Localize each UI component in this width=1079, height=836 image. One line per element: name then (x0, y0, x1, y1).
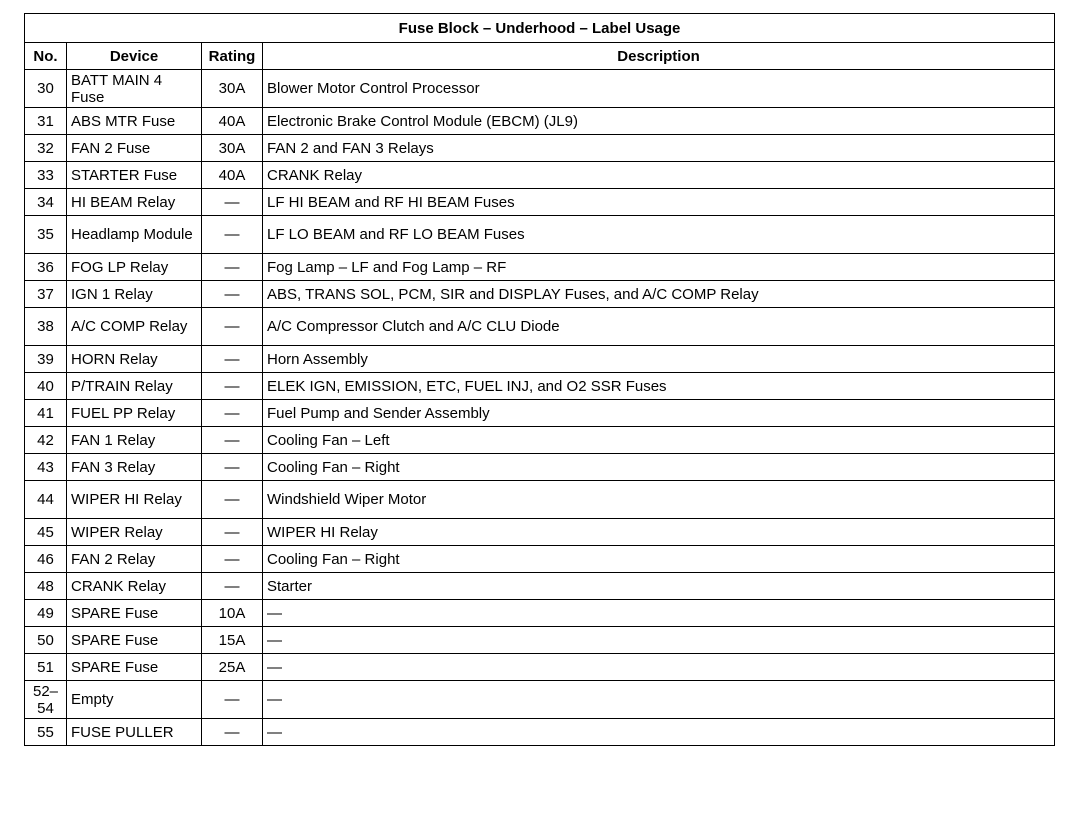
cell-device: FUEL PP Relay (67, 400, 202, 427)
cell-device: SPARE Fuse (67, 627, 202, 654)
cell-device: FAN 3 Relay (67, 454, 202, 481)
cell-rating: — (202, 719, 263, 746)
cell-rating: — (202, 681, 263, 719)
header-no: No. (25, 43, 67, 70)
cell-rating: — (202, 454, 263, 481)
cell-device: IGN 1 Relay (67, 281, 202, 308)
cell-rating: 25A (202, 654, 263, 681)
cell-rating: — (202, 481, 263, 519)
cell-no: 45 (25, 519, 67, 546)
cell-no: 55 (25, 719, 67, 746)
cell-no: 30 (25, 70, 67, 108)
cell-no: 32 (25, 135, 67, 162)
cell-description: FAN 2 and FAN 3 Relays (263, 135, 1055, 162)
cell-description: ELEK IGN, EMISSION, ETC, FUEL INJ, and O2 SSR Fuses (263, 373, 1055, 400)
cell-no: 43 (25, 454, 67, 481)
table-row (25, 546, 1055, 573)
cell-rating: — (202, 427, 263, 454)
cell-device: SPARE Fuse (67, 600, 202, 627)
cell-rating: — (202, 189, 263, 216)
cell-no: 51 (25, 654, 67, 681)
cell-rating: — (202, 308, 263, 346)
cell-no: 49 (25, 600, 67, 627)
cell-device: HORN Relay (67, 346, 202, 373)
table-row (25, 108, 1055, 135)
table-header-row (25, 43, 1055, 70)
cell-rating: — (202, 546, 263, 573)
cell-description: Cooling Fan – Right (263, 546, 1055, 573)
table-row (25, 135, 1055, 162)
cell-description: CRANK Relay (263, 162, 1055, 189)
cell-description: Cooling Fan – Left (263, 427, 1055, 454)
cell-no: 39 (25, 346, 67, 373)
cell-no: 38 (25, 308, 67, 346)
cell-description: Fog Lamp – LF and Fog Lamp – RF (263, 254, 1055, 281)
cell-description: — (263, 681, 1055, 719)
cell-device: SPARE Fuse (67, 654, 202, 681)
header-description: Description (263, 43, 1055, 70)
cell-description: A/C Compressor Clutch and A/C CLU Diode (263, 308, 1055, 346)
cell-no: 37 (25, 281, 67, 308)
cell-no: 40 (25, 373, 67, 400)
table-row (25, 654, 1055, 681)
cell-no: 46 (25, 546, 67, 573)
cell-device: P/TRAIN Relay (67, 373, 202, 400)
document-page (24, 13, 1054, 746)
cell-description: Starter (263, 573, 1055, 600)
table-row (25, 189, 1055, 216)
table-row (25, 481, 1055, 519)
cell-rating: 30A (202, 70, 263, 108)
table-row (25, 427, 1055, 454)
table-row (25, 681, 1055, 719)
cell-rating: 30A (202, 135, 263, 162)
table-title-row (25, 14, 1055, 43)
cell-description: WIPER HI Relay (263, 519, 1055, 546)
cell-rating: — (202, 519, 263, 546)
cell-device: STARTER Fuse (67, 162, 202, 189)
cell-device: FAN 2 Fuse (67, 135, 202, 162)
cell-device: FAN 2 Relay (67, 546, 202, 573)
table-row (25, 308, 1055, 346)
cell-no: 41 (25, 400, 67, 427)
cell-device: FUSE PULLER (67, 719, 202, 746)
cell-rating: — (202, 254, 263, 281)
cell-no: 52–54 (25, 681, 67, 719)
cell-no: 36 (25, 254, 67, 281)
cell-device: CRANK Relay (67, 573, 202, 600)
cell-no: 33 (25, 162, 67, 189)
cell-rating: — (202, 573, 263, 600)
cell-description: Electronic Brake Control Module (EBCM) (JL9) (263, 108, 1055, 135)
table-row (25, 70, 1055, 108)
cell-description: Blower Motor Control Processor (263, 70, 1055, 108)
table-title: Fuse Block – Underhood – Label Usage (25, 14, 1055, 43)
table-row (25, 346, 1055, 373)
cell-description: — (263, 719, 1055, 746)
table-row (25, 162, 1055, 189)
table-row (25, 454, 1055, 481)
cell-description: — (263, 600, 1055, 627)
table-row (25, 600, 1055, 627)
table-row (25, 400, 1055, 427)
cell-device: BATT MAIN 4 Fuse (67, 70, 202, 108)
cell-description: ABS, TRANS SOL, PCM, SIR and DISPLAY Fuses, and A/C COMP Relay (263, 281, 1055, 308)
cell-description: Fuel Pump and Sender Assembly (263, 400, 1055, 427)
cell-description: Horn Assembly (263, 346, 1055, 373)
table-row (25, 519, 1055, 546)
cell-rating: — (202, 373, 263, 400)
cell-rating: 15A (202, 627, 263, 654)
cell-no: 48 (25, 573, 67, 600)
table-row (25, 281, 1055, 308)
cell-rating: — (202, 281, 263, 308)
header-rating: Rating (202, 43, 263, 70)
cell-rating: 10A (202, 600, 263, 627)
cell-no: 42 (25, 427, 67, 454)
cell-device: Empty (67, 681, 202, 719)
cell-description: — (263, 627, 1055, 654)
cell-device: FOG LP Relay (67, 254, 202, 281)
cell-description: Windshield Wiper Motor (263, 481, 1055, 519)
table-row (25, 254, 1055, 281)
cell-description: LF HI BEAM and RF HI BEAM Fuses (263, 189, 1055, 216)
table-row (25, 719, 1055, 746)
table-row (25, 216, 1055, 254)
cell-description: Cooling Fan – Right (263, 454, 1055, 481)
cell-no: 35 (25, 216, 67, 254)
cell-device: WIPER Relay (67, 519, 202, 546)
cell-device: Headlamp Module (67, 216, 202, 254)
cell-device: ABS MTR Fuse (67, 108, 202, 135)
table-row (25, 627, 1055, 654)
fuse-block-table (24, 13, 1055, 746)
cell-description: LF LO BEAM and RF LO BEAM Fuses (263, 216, 1055, 254)
header-device: Device (67, 43, 202, 70)
cell-rating: — (202, 216, 263, 254)
cell-rating: — (202, 400, 263, 427)
cell-description: — (263, 654, 1055, 681)
cell-device: A/C COMP Relay (67, 308, 202, 346)
cell-device: FAN 1 Relay (67, 427, 202, 454)
cell-device: WIPER HI Relay (67, 481, 202, 519)
table-row (25, 573, 1055, 600)
cell-no: 34 (25, 189, 67, 216)
cell-rating: 40A (202, 108, 263, 135)
cell-rating: 40A (202, 162, 263, 189)
cell-rating: — (202, 346, 263, 373)
cell-device: HI BEAM Relay (67, 189, 202, 216)
cell-no: 44 (25, 481, 67, 519)
cell-no: 31 (25, 108, 67, 135)
table-row (25, 373, 1055, 400)
cell-no: 50 (25, 627, 67, 654)
